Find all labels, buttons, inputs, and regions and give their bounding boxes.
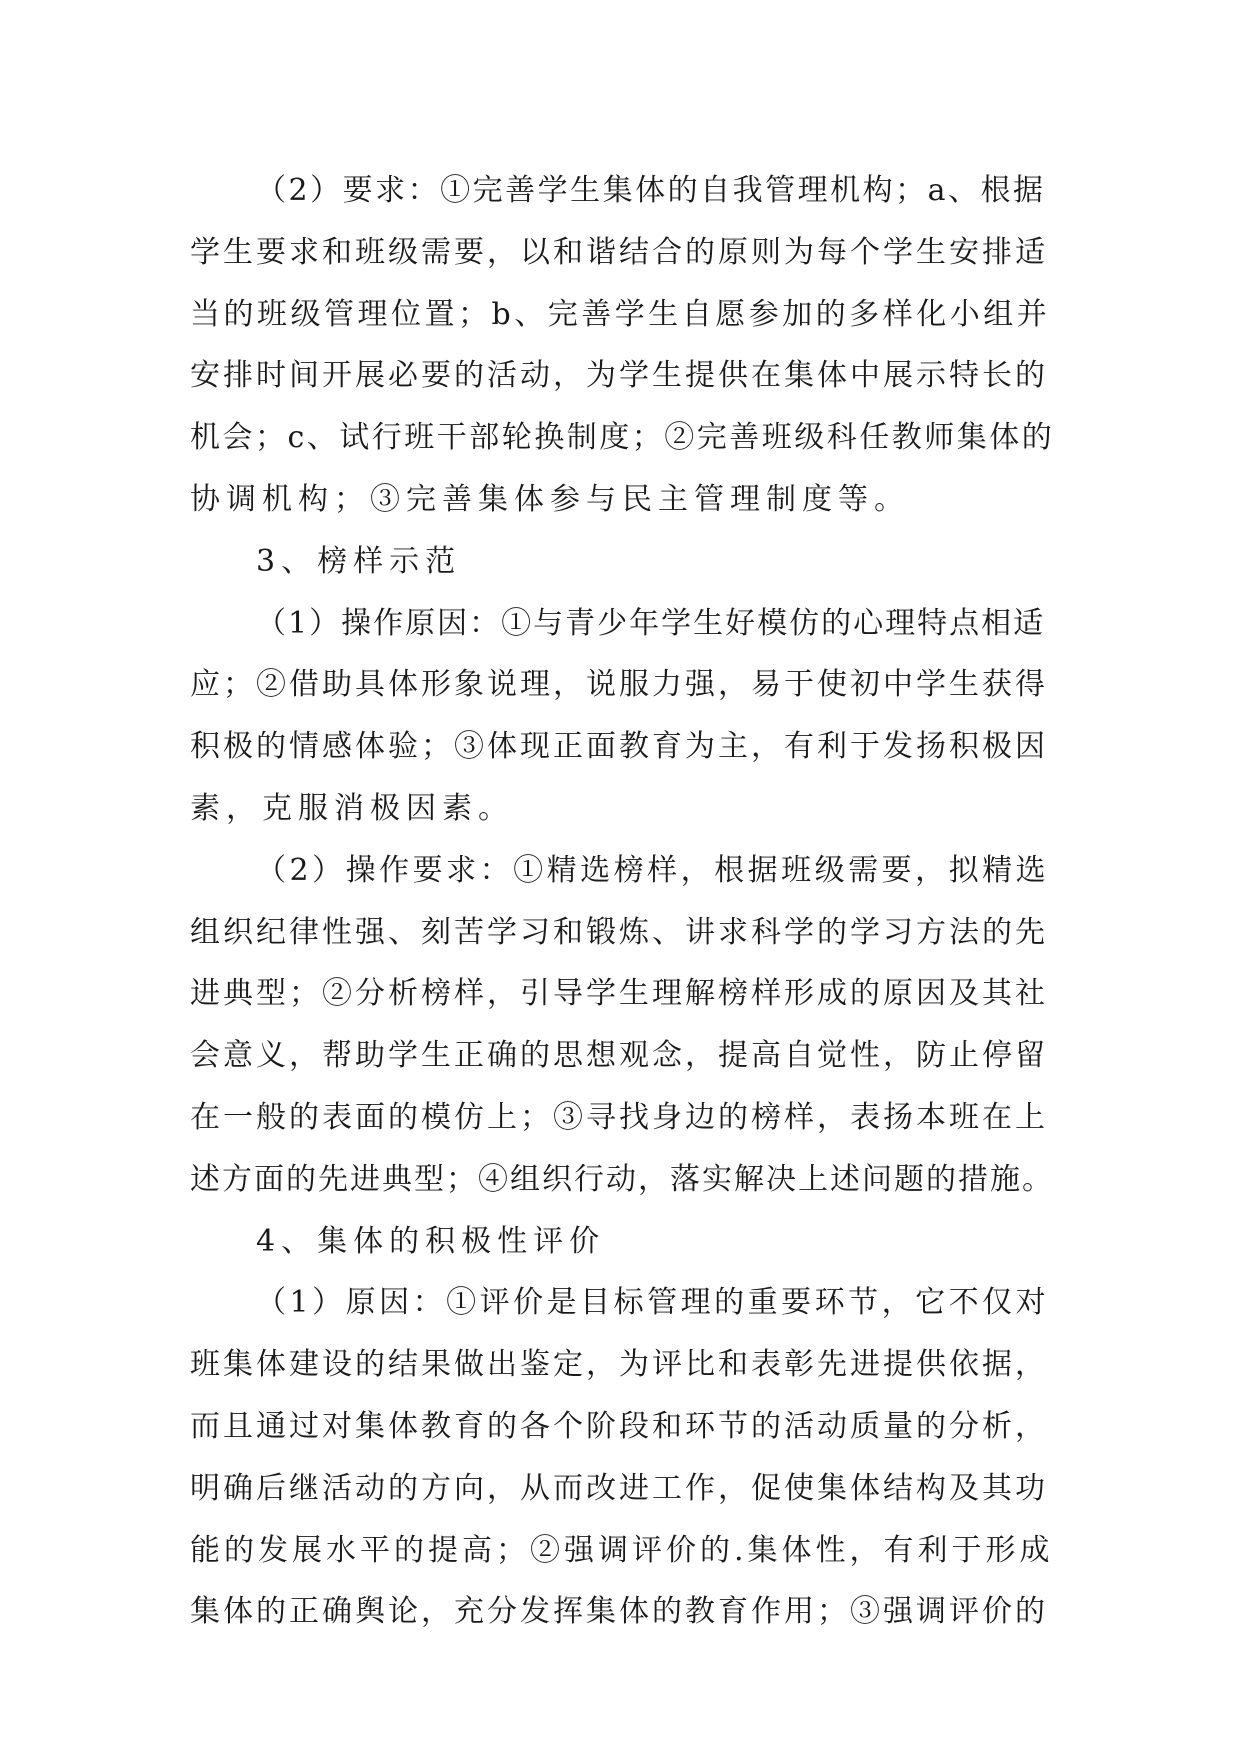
section-heading: 4、集体的积极性评价 <box>256 1223 606 1259</box>
paragraph-line: 学生要求和班级需要，以和谐结合的原则为每个学生安排适 <box>190 234 1048 270</box>
paragraph-line: 积极的情感体验；③体现正面教育为主，有利于发扬积极因 <box>190 729 1048 765</box>
paragraph-line: 机会；c、试行班干部轮换制度；②完善班级科任教师集体的 <box>190 420 1055 456</box>
paragraph-line: 素，克服消极因素。 <box>190 790 514 826</box>
paragraph-line: 组织纪律性强、刻苦学习和锻炼、讲求科学的学习方法的先 <box>190 914 1048 950</box>
paragraph-line: 班集体建设的结果做出鉴定，为评比和表彰先进提供依据， <box>190 1347 1048 1383</box>
paragraph-line: 明确后继活动的方向，从而改进工作，促使集体结构及其功 <box>190 1470 1048 1506</box>
paragraph-line: （2）要求：①完善学生集体的自我管理机构；a、根据 <box>256 173 1046 208</box>
paragraph-line: 进典型；②分析榜样，引导学生理解榜样形成的原因及其社 <box>190 976 1048 1012</box>
paragraph-line: 述方面的先进典型；④组织行动，落实解决上述问题的措施。 <box>190 1161 1054 1197</box>
paragraph-line: 能的发展水平的提高；②强调评价的.集体性，有利于形成 <box>190 1532 1054 1568</box>
paragraph-line: （2）操作要求：①精选榜样，根据班级需要，拟精选 <box>256 852 1050 888</box>
document-body <box>190 160 1055 1643</box>
paragraph-line: （1）原因：①评价是目标管理的重要环节，它不仅对 <box>256 1285 1050 1321</box>
paragraph-line: 当的班级管理位置；b、完善学生自愿参加的多样化小组并 <box>190 296 1051 332</box>
paragraph-line: 协调机构；③完善集体参与民主管理制度等。 <box>190 481 910 517</box>
paragraph-line: 而且通过对集体教育的各个阶段和环节的活动质量的分析， <box>190 1408 1048 1444</box>
section-heading: 3、榜样示范 <box>256 543 462 579</box>
paragraph-line: 在一般的表面的模仿上；③寻找身边的榜样，表扬本班在上 <box>190 1099 1048 1135</box>
paragraph-line: 会意义，帮助学生正确的思想观念，提高自觉性，防止停留 <box>190 1038 1048 1074</box>
paragraph-line: 安排时间开展必要的活动，为学生提供在集体中展示特长的 <box>190 358 1048 394</box>
paragraph-line: （1）操作原因：①与青少年学生好模仿的心理特点相适 <box>256 605 1046 641</box>
paragraph-line: 集体的正确舆论，充分发挥集体的教育作用；③强调评价的 <box>190 1594 1048 1630</box>
paragraph-line: 应；②借助具体形象说理，说服力强，易于使初中学生获得 <box>190 667 1048 703</box>
